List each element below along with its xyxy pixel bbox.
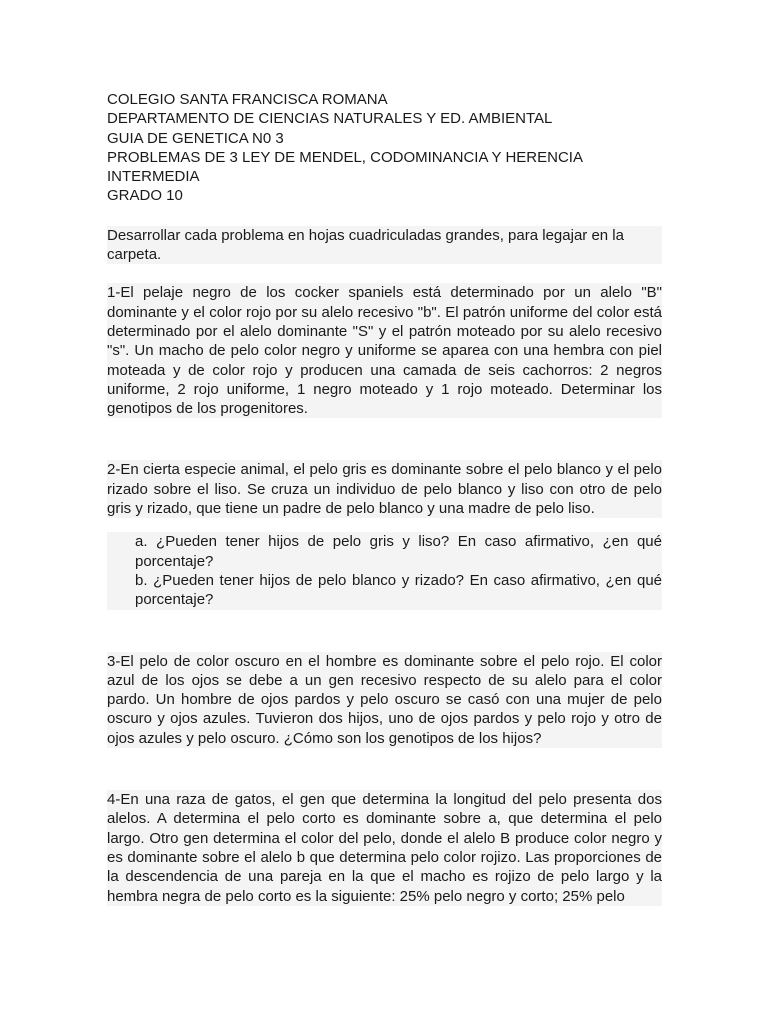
problem-2-options bbox=[107, 532, 662, 609]
document-page bbox=[107, 90, 662, 906]
department-name: DEPARTAMENTO DE CIENCIAS NATURALES Y ED. AMBIENTAL bbox=[107, 110, 553, 128]
problem-1: 1-El pelaje negro de los cocker spaniels está determinado por un alelo "B" dominante y el color rojo por su alelo recesivo "b". El patrón uniforme del color está determinado por el alelo dominante "S" y el patrón moteado por su alelo recesivo "s". Un macho de pelo color negro y uniforme se aparea con una hembra con piel moteada y de color rojo y producen una camada de seis cachorros: 2 negros uniforme, 2 rojo uniforme, 1 negro moteado y 1 rojo moteado. Determinar los genotipos de los progenitores. bbox=[107, 284, 662, 418]
problem-4: 4-En una raza de gatos, el gen que determina la longitud del pelo presenta dos alelos. A determina el pelo corto es dominante sobre a, que determina el pelo largo. Otro gen determina el color del pelo, donde el alelo B produce color negro y es dominante sobre el alelo b que determina pelo color rojizo. Las proporciones de la descendencia de una pareja en la que el macho es rojizo de pelo largo y la hembra negra de pelo corto es la siguiente: 25% pelo negro y corto; 25% pelo bbox=[107, 791, 662, 905]
guide-subtitle: PROBLEMAS DE 3 LEY DE MENDEL, CODOMINANCIA Y HERENCIA INTERMEDIA bbox=[107, 148, 583, 186]
grade-label: GRADO 10 bbox=[107, 187, 183, 205]
problem-2-option-b: b. ¿Pueden tener hijos de pelo blanco y rizado? En caso afirmativo, ¿en qué porcentaje? bbox=[135, 571, 662, 609]
school-name: COLEGIO SANTA FRANCISCA ROMANA bbox=[107, 91, 388, 108]
problem-2: 2-En cierta especie animal, el pelo gris es dominante sobre el pelo blanco y el pelo rizado sobre el liso. Se cruza un individuo de pelo blanco y liso con otro de pelo gris y rizado, que tiene un padre de pelo blanco y una madre de pelo liso. bbox=[107, 461, 662, 518]
problem-2-block bbox=[107, 460, 662, 609]
instructions-paragraph: Desarrollar cada problema en hojas cuadriculadas grandes, para legajar en la carpeta. bbox=[107, 226, 662, 265]
guide-title: GUIA DE GENETICA N0 3 bbox=[107, 129, 284, 147]
problem-3: 3-El pelo de color oscuro en el hombre es dominante sobre el pelo rojo. El color azul de los ojos se debe a un gen recesivo respecto de su alelo para el color pardo. Un hombre de ojos pardos y pelo oscuro se casó con una mujer de pelo oscuro y ojos azules. Tuvieron dos hijos, uno de ojos pardos y pelo rojo y otro de ojos azules y pelo oscuro. ¿Cómo son los genotipos de los hijos? bbox=[107, 652, 662, 747]
document-header bbox=[107, 90, 662, 206]
problem-2-option-a: a. ¿Pueden tener hijos de pelo gris y liso? En caso afirmativo, ¿en qué porcentaje? bbox=[135, 533, 662, 570]
